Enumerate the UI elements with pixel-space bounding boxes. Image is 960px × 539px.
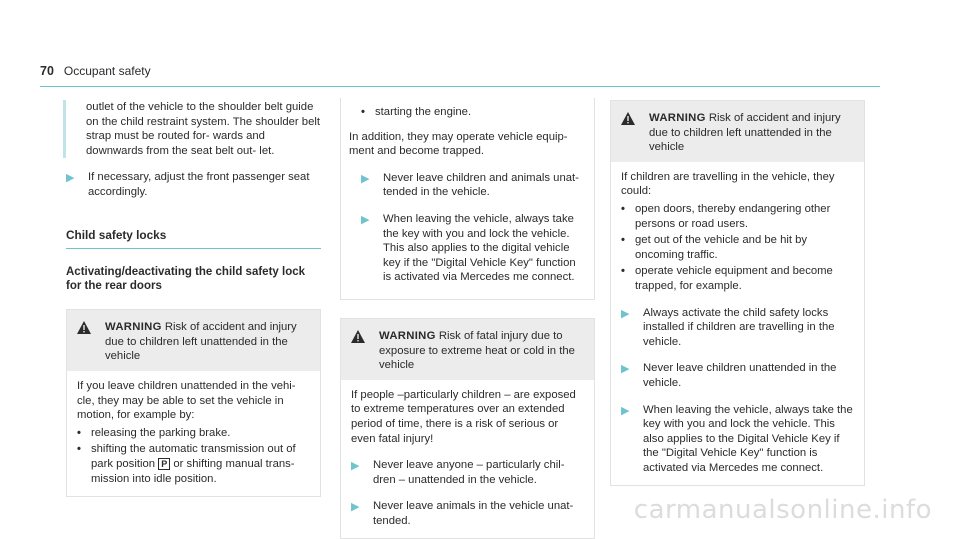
warning-bullets bbox=[77, 426, 310, 486]
step-arrow-icon: ▶ bbox=[361, 172, 370, 185]
warning-label: WARNING bbox=[649, 112, 706, 124]
column-3 bbox=[610, 100, 865, 486]
warning-heading: Risk of accident and injury due to children left unattended in the vehicle bbox=[105, 321, 297, 363]
list-item: • open doors, thereby endangering other persons or road users. bbox=[621, 202, 854, 231]
step-arrow-icon: ▶ bbox=[621, 363, 630, 376]
list-item-text: shifting the automatic transmission out of park position bbox=[91, 443, 296, 470]
warning-label: WARNING bbox=[379, 329, 436, 342]
warning-bullets bbox=[621, 202, 854, 294]
intro-text: outlet of the vehicle to the shoulder belt guide on the child restraint system. The shoulder belt strap must be routed for- wards and downwards from the seat belt out- let. bbox=[86, 101, 321, 157]
step bbox=[351, 499, 584, 528]
warning-header bbox=[611, 101, 864, 162]
list-item: • starting the engine. bbox=[361, 105, 584, 120]
warning-heading: Risk of accident and injury due to children left unattended in the vehicle bbox=[649, 112, 841, 154]
step bbox=[351, 458, 584, 487]
warning-body bbox=[67, 371, 320, 496]
step bbox=[621, 403, 854, 476]
step bbox=[621, 361, 854, 390]
warning-label: WARNING bbox=[105, 321, 162, 334]
step-arrow-icon: ▶ bbox=[66, 172, 75, 185]
step bbox=[66, 170, 321, 199]
section-title: Child safety locks bbox=[66, 228, 321, 250]
warning-box bbox=[340, 318, 595, 539]
step-text: If necessary, adjust the front passenger seat accordingly. bbox=[88, 171, 310, 198]
step bbox=[621, 306, 854, 350]
list-item-text: or shifting manual trans- mission into idle position. bbox=[91, 457, 295, 485]
warning-triangle-icon bbox=[77, 320, 93, 364]
header-rule bbox=[40, 86, 880, 87]
warning-header bbox=[341, 319, 594, 380]
watermark: carmanualsonline.info bbox=[633, 495, 932, 525]
continued-text bbox=[63, 100, 321, 158]
page-header bbox=[40, 64, 880, 84]
warning-text: If children are travelling in the vehicle, they could: bbox=[621, 170, 835, 198]
step-text: Never leave anyone – particularly chil- dren – unattended in the vehicle. bbox=[373, 459, 565, 486]
park-position-icon: P bbox=[158, 458, 170, 470]
warning-body bbox=[611, 162, 864, 486]
continued-bullets bbox=[361, 105, 584, 120]
step-text: Never leave animals in the vehicle unat- tended. bbox=[373, 500, 574, 527]
paragraph: In addition, they may operate vehicle equip- ment and become trapped. bbox=[349, 130, 568, 158]
page-number: 70 bbox=[40, 64, 54, 78]
warning-box bbox=[66, 309, 321, 497]
step-text: When leaving the vehicle, always take the key with you and lock the vehicle. This also applies to the Digital Vehicle Key if the "Digital Vehicle Key" function is activated via Mercedes me connect. bbox=[643, 403, 853, 474]
warning-triangle-icon bbox=[621, 111, 637, 155]
step-arrow-icon: ▶ bbox=[351, 501, 360, 514]
step-text: When leaving the vehicle, always take the key with you and lock the vehicle. This also applies to the digital vehicle key if the "Digital Vehicle Key" function is activated via Mercedes me connect. bbox=[383, 212, 576, 284]
warning-header bbox=[67, 310, 320, 371]
warning-heading: Risk of fatal injury due to exposure to extreme heat or cold in the vehicle bbox=[379, 329, 575, 372]
subsection-title: Activating/deactivating the child safety lock for the rear doors bbox=[66, 266, 306, 293]
column-1 bbox=[66, 100, 321, 497]
step bbox=[361, 212, 584, 285]
step-arrow-icon: ▶ bbox=[351, 460, 360, 473]
step bbox=[361, 171, 584, 200]
column-2 bbox=[340, 100, 595, 539]
list-item bbox=[77, 442, 310, 486]
list-item: • releasing the parking brake. bbox=[77, 426, 310, 441]
warning-box bbox=[610, 100, 865, 486]
step-arrow-icon: ▶ bbox=[361, 213, 370, 226]
warning-text: If you leave children unattended in the vehi- cle, they may be able to set the vehicle in motion, for example by: bbox=[77, 379, 296, 422]
warning-body bbox=[341, 380, 594, 539]
step-text: Never leave children unattended in the vehicle. bbox=[643, 362, 837, 389]
step-arrow-icon: ▶ bbox=[621, 307, 630, 320]
warning-text: If people –particularly children – are exposed to extreme temperatures over an extended period of time, there is a risk of serious or even fatal injury! bbox=[351, 388, 576, 445]
list-item: • operate vehicle equipment and become trapped, for example. bbox=[621, 264, 854, 293]
continued-box bbox=[340, 98, 595, 300]
warning-triangle-icon bbox=[351, 329, 367, 373]
list-item: • get out of the vehicle and be hit by oncoming traffic. bbox=[621, 233, 854, 262]
step-text: Never leave children and animals unat- tended in the vehicle. bbox=[383, 171, 579, 199]
step-arrow-icon: ▶ bbox=[621, 404, 630, 417]
step-text: Always activate the child safety locks installed if children are travelling in the vehicle. bbox=[643, 306, 835, 348]
section-name: Occupant safety bbox=[63, 64, 151, 78]
